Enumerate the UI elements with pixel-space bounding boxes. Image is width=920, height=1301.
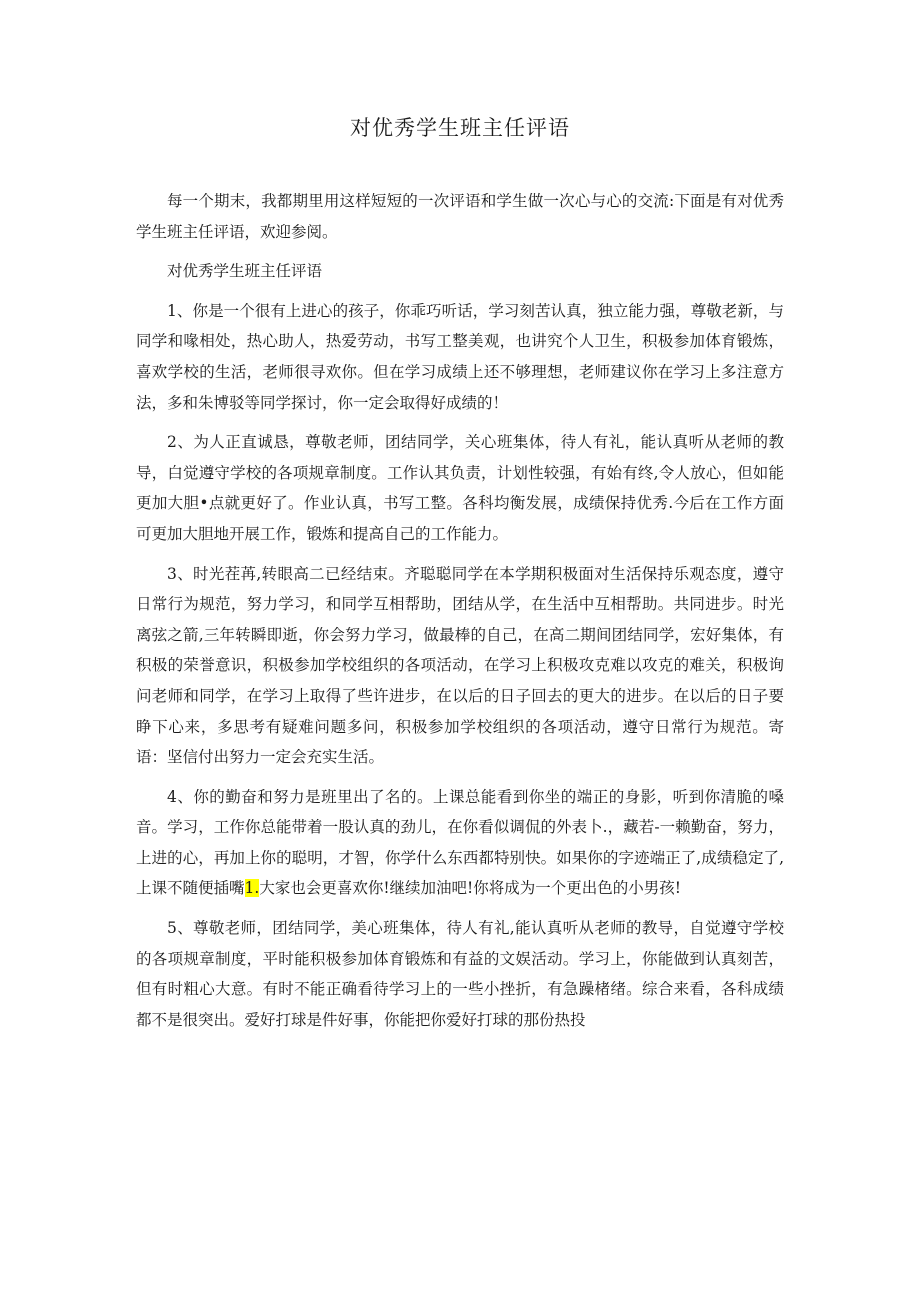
- comment-paragraph-3: 3、时光茬苒,转眼高二已经结束。齐聪聪同学在本学期积极面对生活保持乐观态度，遵守日常行为规范，努力学习，和同学互相帮助，团结从学，在生活中互相帮助。共同进步。时光离弦之箭,三年转瞬即逝，你会努力学习，做最棒的自己，在高二期间团结同学，宏好集体，有积极的荣誉意识，积极参加学校组织的各项活动，在学习上积极攻克难以攻克的难关，积极询问老师和同学，在学习上取得了些许进步，在以后的日子回去的更大的进步。在以后的日子要睁下心来，多思考有疑难问题多问，积极参加学校组织的各项活动，遵守日常行为规范。寄语：坚信付出努力一定会充实生活。: [136, 564, 784, 767]
- comment-paragraph-5: 5、尊敬老师，团结同学，美心班集体，待人有礼,能认真听从老师的教导，自觉遵守学校的各项规章制度，平时能积极参加体育锻炼和有益的文娱活动。学习上，你能做到认真刻苦，但有时粗心大意。有时不能正确看待学习上的一些小挫折，有急躁楮绪。综合来看，各科成绩都不是很突出。爱好打球是件好事，你能把你爱好打球的那份热投: [136, 919, 784, 1029]
- paragraph-4-text-after: 大家也会更喜欢你!继续加油吧!你将成为一个更出色的小男孩!: [259, 879, 682, 898]
- intro-paragraph: 每一个期末，我都期里用这样短短的一次评语和学生做一次心与心的交流:下面是有对优秀学生班主任评语，欢迎参阅。: [136, 192, 784, 241]
- comment-paragraph-2: 2、为人正直诚恳，尊敬老师，团结同学，关心班集体，待人有礼，能认真听从老师的教导，白觉遵守学校的各项规章制度。工作认其负责，计划性较强，有始有终,令人放心，但如能更加大胆•点就更好了。作业认真，书写工整。各科均衡发展，成绩保持优秀.今后在工作方面可更加大胆地开展工作，锻炼和提高自己的工作能力。: [136, 433, 784, 543]
- comment-paragraph-1: 1、你是一个很有上进心的孩子，你乖巧听话，学习刻苦认真，独立能力强，尊敬老新，与同学和喙相处，热心助人，热爱劳动，书写工整美观，也讲究个人卫生，积极参加体育锻炼，喜欢学校的生活，老师很寻欢你。但在学习成绩上还不够理想，老师建议你在学习上多注意方法，多和朱博驳等同学探讨，你一定会取得好成绩的！: [136, 301, 784, 412]
- document-body: [136, 186, 784, 1044]
- section-subtitle: 对优秀学生班主任评语: [167, 262, 323, 281]
- document-title: 对优秀学生班主任评语: [350, 116, 570, 140]
- comment-paragraph-4: [136, 782, 784, 904]
- highlighted-text: 1.: [244, 879, 260, 898]
- paragraph-4-text-before: 4、你的勤奋和努力是班里出了名的。上课总能看到你坐的端正的身影，听到你清脆的嗓音。学习，工作你总能带着一股认真的劲儿，在你看似调侃的外表卜.，藏若-一赖勤奋，努力，上进的心，再加上你的聪明，才智，你学什么东西都特别快。如果你的字迹端正了,成绩稳定了,上课不随便插嘴: [136, 787, 784, 898]
